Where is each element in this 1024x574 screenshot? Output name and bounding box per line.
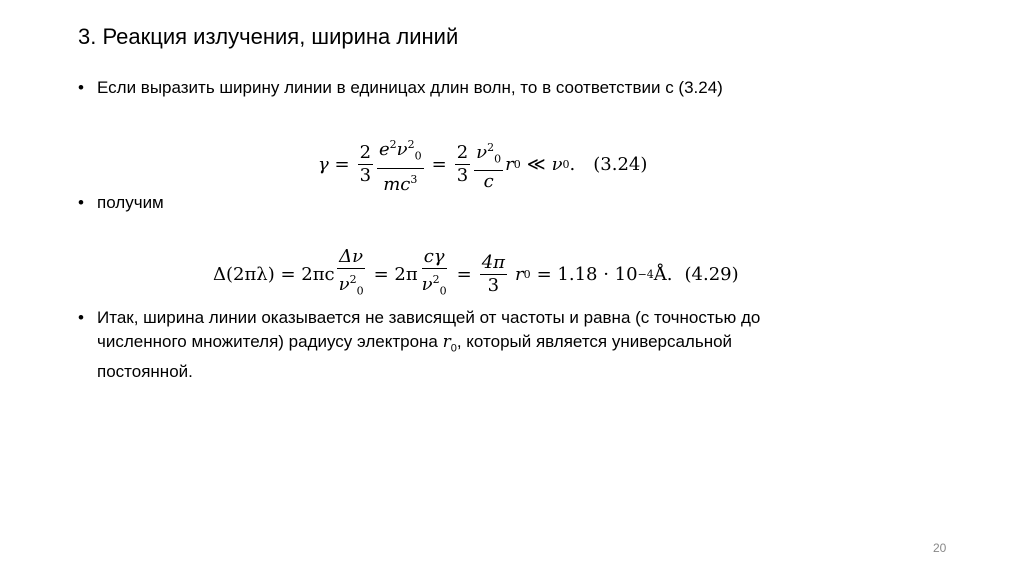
bullet-2 (78, 191, 164, 215)
slide-title: 3. Реакция излучения, ширина линий (78, 24, 459, 49)
fraction: $\frac{\nu^2_0}{c}$ (474, 137, 503, 194)
eq-lhs: γ = (318, 154, 350, 176)
fraction: $\frac{c\gamma}{\nu^2_0}$ (421, 246, 447, 298)
fraction: $\frac{\Delta\nu}{\nu^2_0}$ (338, 246, 364, 298)
bullet-icon: • (78, 193, 84, 212)
bullet-text: получим (97, 193, 164, 212)
bullet-text-line: Итак, ширина линии оказывается не зависящей от частоты и равна (с точностью до (97, 308, 761, 327)
fraction: $\frac{e^2\nu^2_0}{mc^3}$ (377, 134, 424, 196)
bullet-icon: • (78, 78, 84, 97)
equation-4-29: Δ(2πλ) = 2πc $\frac{\Delta\nu}{\nu^2_0}$ = 2π $\frac{c\gamma}{\nu^2_0}$ = $\frac{4\pi}{3}$ r 0 = 1.18 · 10 −4 Å. (4.29) (213, 246, 739, 303)
equation-3-24: γ = $\frac{2}{3}$ $\frac{e^2\nu^2_0}{mc^3}$ = $\frac{2}{3}$ $\frac{\nu^2_0}{c}$ r 0 ≪ ν 0 . (3.24) (318, 134, 647, 196)
bullet-3 (78, 306, 760, 384)
bullet-icon: • (78, 308, 84, 327)
fraction: $\frac{4\pi}{3}$ (481, 251, 506, 296)
bullet-1 (78, 76, 723, 100)
bullet-text-line: численного множителя) радиусу электрона $r_0$, который является универсальной (97, 332, 733, 355)
bullet-text: Если выразить ширину линии в единицах длин волн, то в соответствии с (3.24) (97, 78, 723, 97)
page-number: 20 (933, 541, 947, 555)
bullet-text-line: постоянной. (97, 362, 193, 382)
equation-label: (4.29) (684, 263, 739, 285)
equation-label: (3.24) (593, 154, 648, 176)
fraction: $\frac{2}{3}$ (456, 142, 469, 187)
fraction: $\frac{2}{3}$ (359, 142, 372, 187)
